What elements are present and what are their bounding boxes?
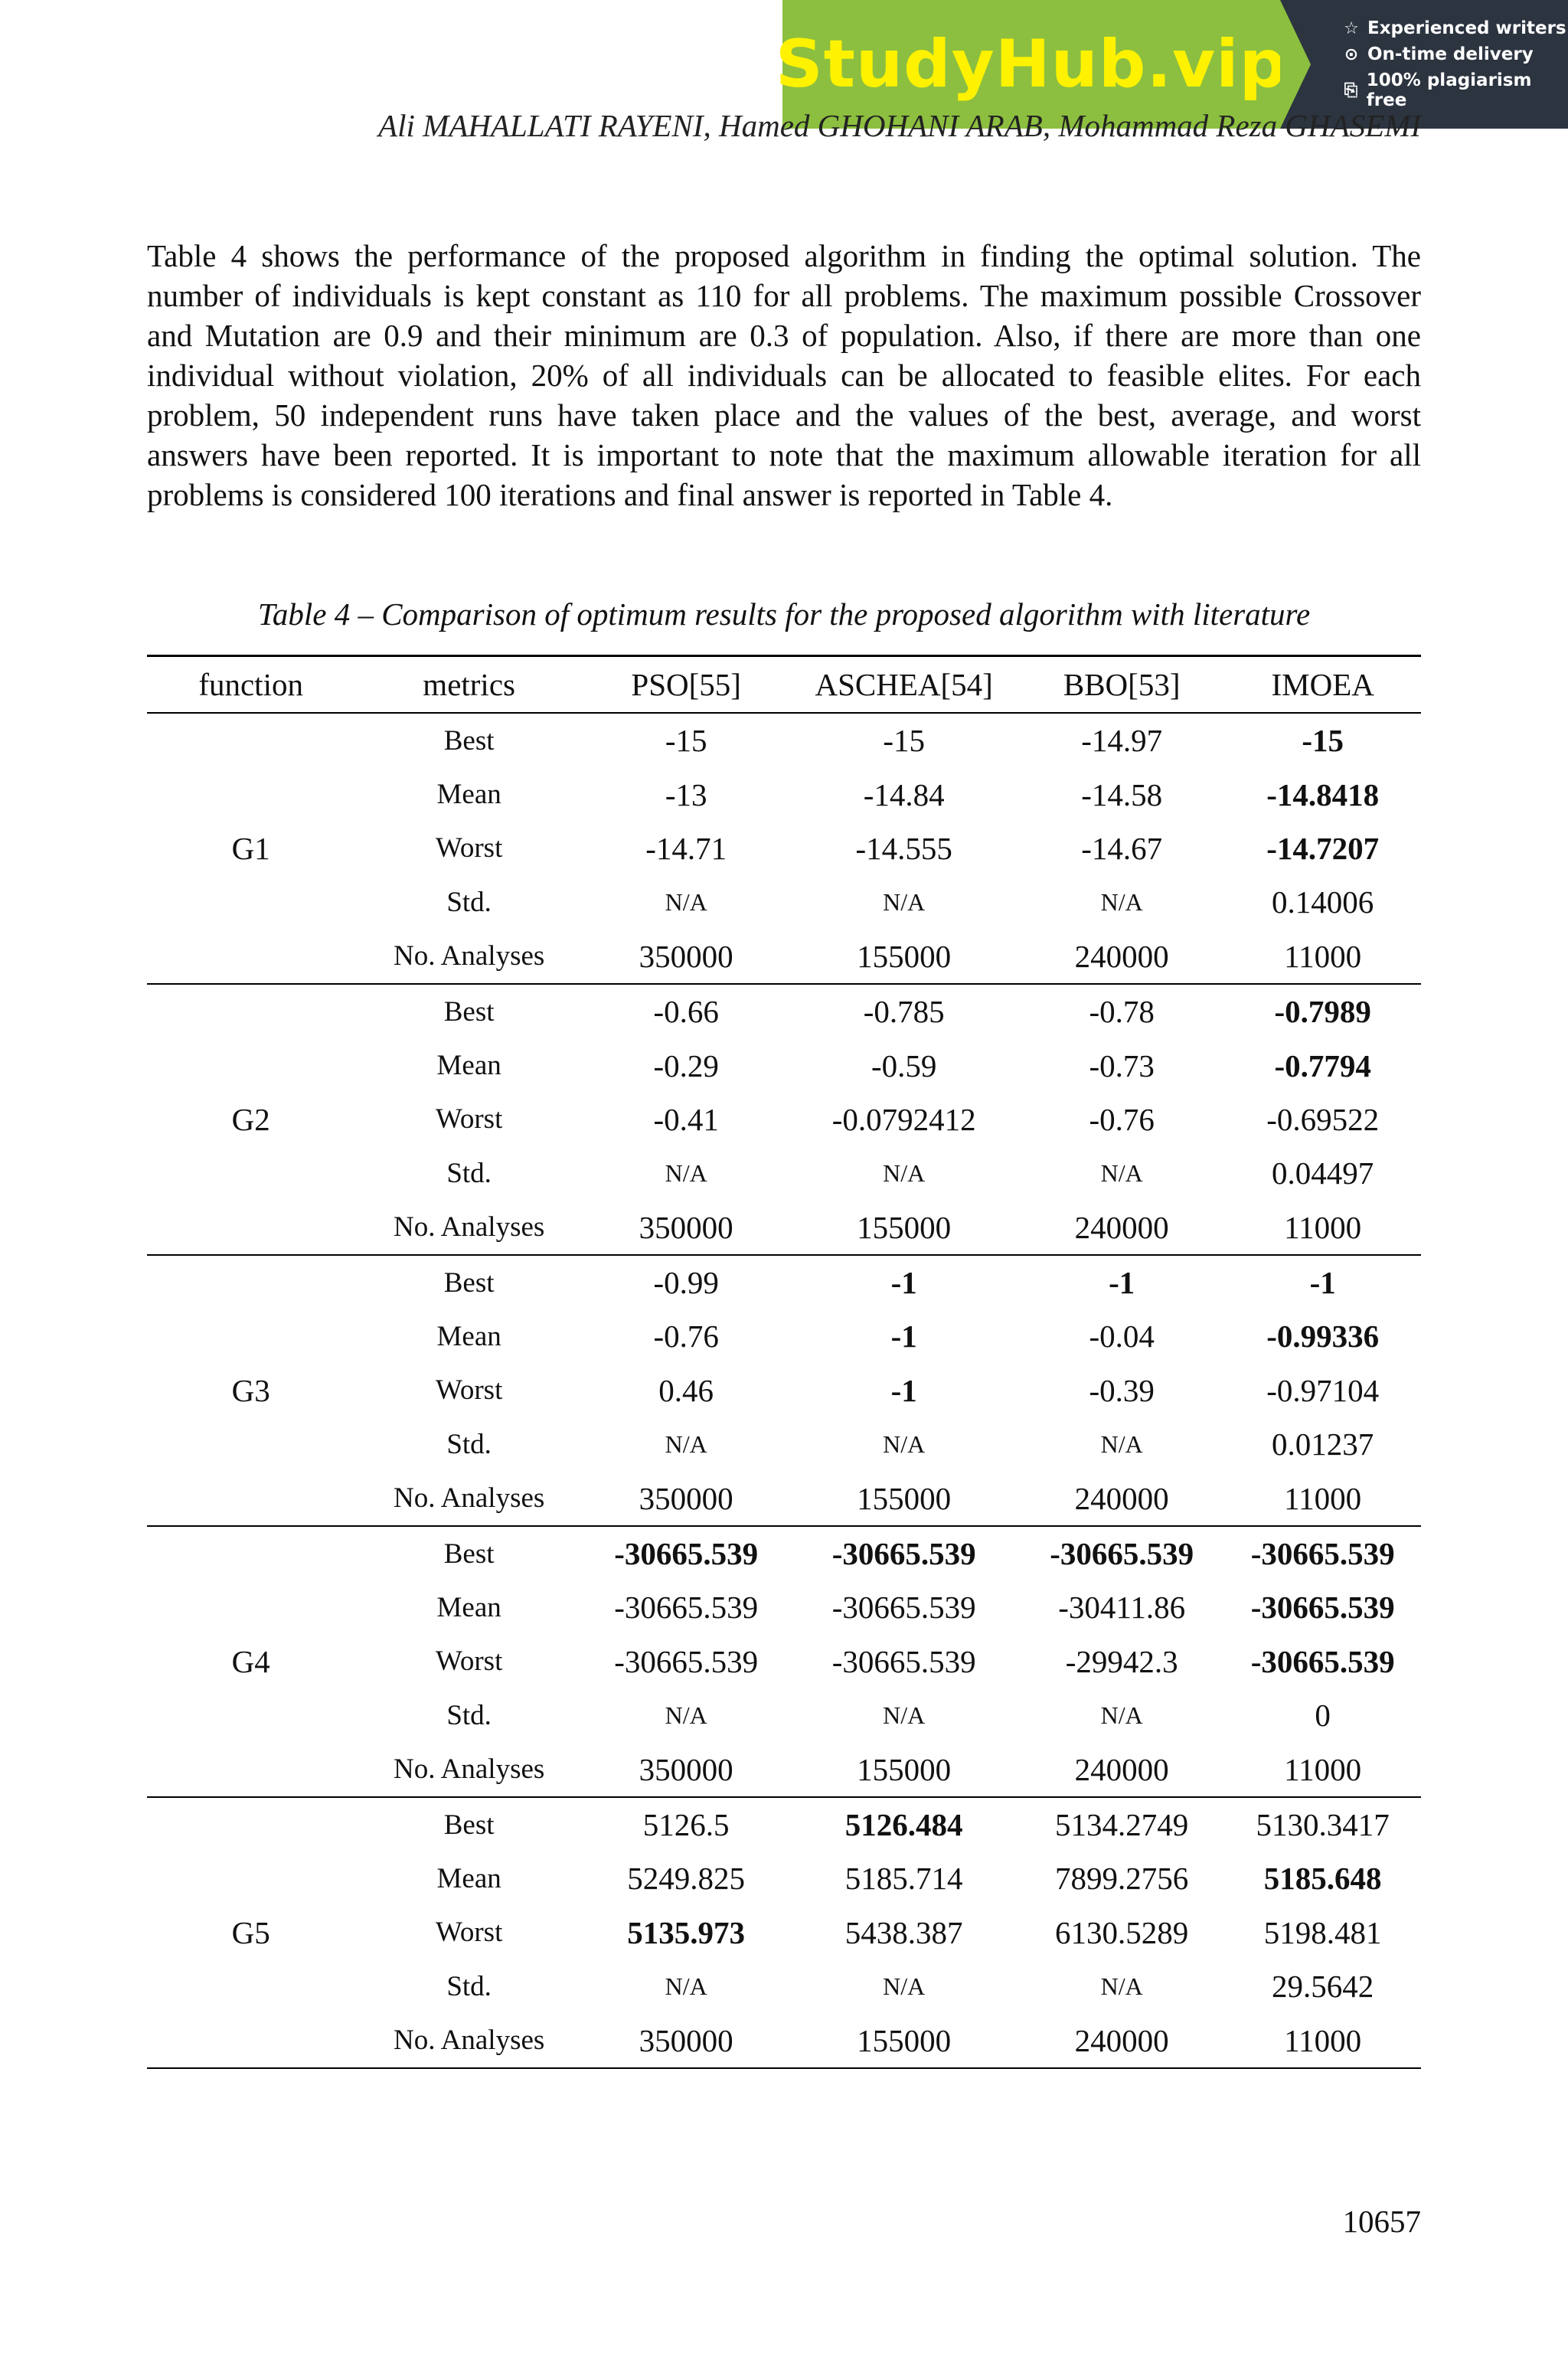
table-row	[147, 1797, 1421, 1851]
value-cell: -15	[665, 723, 707, 759]
value-cell: 155000	[789, 2013, 1019, 2067]
body-paragraph: Table 4 shows the performance of the proposed algorithm in finding the optimal solution. The number of individuals is kept constant as 110 for all problems. The maximum possible Crossover and Mutation are 0.9 and their minimum are 0.3 of population. Also, if there are more than one individual without violation, 20% of all individuals can be allocated to feasible elites. For each problem, 50 independent runs have taken place and the values of the best, average, and worst answers have been reported. It is important to note that the maximum allowable iteration for all problems is considered 100 iterations and final answer is reported in Table 4.	[147, 238, 1421, 512]
value-cell: N/A	[665, 1159, 707, 1187]
value-cell: N/A	[1100, 1430, 1143, 1458]
value-cell: 240000	[1019, 930, 1224, 984]
value-cell: -0.99	[653, 1265, 719, 1301]
value-cell: 0.04497	[1272, 1155, 1374, 1191]
metric-cell: Worst	[435, 1374, 503, 1407]
value-cell: 350000	[583, 1471, 789, 1525]
value-cell: -0.99336	[1266, 1319, 1380, 1355]
metric-cell: Best	[443, 1538, 495, 1570]
value-cell: 11000	[1224, 930, 1421, 984]
value-cell: -0.29	[653, 1047, 719, 1083]
value-cell: 5249.825	[627, 1861, 746, 1897]
value-cell: -14.84	[863, 776, 945, 812]
feature-item	[1341, 18, 1568, 38]
value-cell: -30665.539	[1050, 1536, 1194, 1572]
value-cell: -13	[665, 776, 707, 812]
metric-cell: Best	[443, 1809, 495, 1841]
value-cell: -0.78	[1089, 994, 1155, 1030]
value-cell: 240000	[1019, 1201, 1224, 1255]
value-cell: -1	[1309, 1265, 1336, 1301]
metric-cell: Mean	[436, 1050, 501, 1082]
value-cell: N/A	[1100, 1159, 1143, 1187]
value-cell: N/A	[883, 1430, 926, 1458]
header-imoea: IMOEA	[1224, 656, 1421, 714]
function-cell: G3	[147, 1255, 354, 1526]
function-cell: G4	[147, 1526, 354, 1797]
metric-cell: Worst	[435, 832, 503, 864]
value-cell: -30665.539	[1250, 1590, 1395, 1626]
value-cell: 11000	[1224, 1201, 1421, 1255]
value-cell: 11000	[1224, 1471, 1421, 1525]
value-cell: -0.785	[863, 994, 945, 1030]
value-cell: -30665.539	[1250, 1536, 1395, 1572]
value-cell: -30665.539	[614, 1590, 759, 1626]
function-cell: G5	[147, 1797, 354, 2068]
value-cell: 350000	[583, 2013, 789, 2067]
value-cell: -15	[1302, 723, 1344, 759]
value-cell: -14.67	[1081, 830, 1163, 866]
value-cell: 5185.714	[844, 1861, 963, 1897]
value-cell: -14.8418	[1266, 776, 1380, 812]
feature-label: On-time delivery	[1367, 44, 1534, 64]
metric-cell: Mean	[436, 779, 501, 811]
value-cell: -0.0792412	[831, 1101, 976, 1137]
header-aschea: ASCHEA[54]	[789, 656, 1019, 714]
value-cell: -1	[890, 1265, 917, 1301]
metric-cell: Mean	[436, 1320, 501, 1352]
metric-cell: Worst	[435, 1917, 503, 1949]
value-cell: 5130.3417	[1256, 1807, 1390, 1842]
metric-cell: Best	[443, 995, 495, 1028]
value-cell: N/A	[665, 1430, 707, 1458]
value-cell: 11000	[1224, 1742, 1421, 1796]
value-cell: -14.555	[855, 830, 952, 866]
value-cell: N/A	[1100, 1701, 1143, 1729]
metric-cell: No. Analyses	[354, 1201, 583, 1255]
metric-cell: Std.	[446, 1699, 492, 1731]
value-cell: 0	[1315, 1698, 1331, 1734]
star-icon: ☆	[1344, 18, 1359, 38]
value-cell: 5185.648	[1263, 1861, 1382, 1897]
value-cell: -0.76	[1089, 1101, 1155, 1137]
value-cell: 6130.5289	[1055, 1914, 1189, 1950]
value-cell: N/A	[665, 887, 707, 916]
value-cell: -1	[1109, 1265, 1135, 1301]
value-cell: -15	[883, 723, 925, 759]
feature-label: Experienced writers	[1367, 18, 1566, 38]
metric-cell: Worst	[435, 1103, 503, 1136]
document-icon: ⎘	[1344, 80, 1358, 100]
header-metrics: metrics	[354, 656, 583, 714]
value-cell: 5438.387	[844, 1914, 963, 1950]
value-cell: -1	[890, 1372, 917, 1408]
value-cell: -0.39	[1089, 1372, 1155, 1408]
feature-item	[1341, 70, 1568, 110]
table-caption: Table 4 – Comparison of optimum results for the proposed algorithm with literature	[257, 596, 1311, 632]
value-cell: N/A	[665, 1701, 707, 1729]
value-cell: -14.58	[1081, 776, 1163, 812]
value-cell: 5126.5	[642, 1807, 730, 1842]
table-row	[147, 984, 1421, 1038]
value-cell: -0.41	[653, 1101, 719, 1137]
value-cell: 5134.2749	[1055, 1807, 1189, 1842]
value-cell: 155000	[789, 930, 1019, 984]
value-cell: -0.97104	[1266, 1372, 1380, 1408]
metric-cell: Best	[443, 724, 495, 757]
value-cell: 240000	[1019, 1471, 1224, 1525]
value-cell: 29.5642	[1272, 1969, 1374, 2005]
value-cell: 155000	[789, 1471, 1019, 1525]
value-cell: -14.71	[645, 830, 727, 866]
value-cell: 350000	[583, 1742, 789, 1796]
value-cell: -30665.539	[614, 1643, 759, 1679]
value-cell: N/A	[1100, 887, 1143, 916]
value-cell: 0.01237	[1272, 1427, 1374, 1462]
header-function: function	[147, 656, 354, 714]
page-number: 10657	[1342, 2204, 1421, 2239]
feature-label: 100% plagiarism free	[1366, 70, 1532, 110]
value-cell: N/A	[883, 1972, 926, 2000]
value-cell: -0.69522	[1266, 1101, 1380, 1137]
value-cell: -30665.539	[831, 1536, 976, 1572]
metric-cell: Std.	[446, 1970, 492, 2002]
value-cell: N/A	[883, 1701, 926, 1729]
value-cell: -30665.539	[614, 1536, 759, 1572]
value-cell: -30665.539	[831, 1590, 976, 1626]
value-cell: -0.59	[871, 1047, 937, 1083]
metric-cell: Best	[443, 1266, 495, 1299]
value-cell: 240000	[1019, 1742, 1224, 1796]
header-bbo: BBO[53]	[1019, 656, 1224, 714]
metric-cell: Std.	[446, 1428, 492, 1460]
table-header-row	[147, 656, 1421, 714]
value-cell: -1	[890, 1319, 917, 1355]
value-cell: 350000	[583, 930, 789, 984]
value-cell: -30665.539	[831, 1643, 976, 1679]
value-cell: N/A	[1100, 1972, 1143, 2000]
value-cell: -30665.539	[1250, 1643, 1395, 1679]
metric-cell: No. Analyses	[354, 1471, 583, 1525]
value-cell: 5126.484	[844, 1807, 963, 1842]
results-table	[147, 655, 1421, 2069]
value-cell: N/A	[883, 1159, 926, 1187]
value-cell: -29942.3	[1065, 1643, 1178, 1679]
metric-cell: Mean	[436, 1862, 501, 1894]
clock-icon: ⊙	[1344, 44, 1359, 64]
value-cell: -0.04	[1089, 1319, 1155, 1355]
value-cell: N/A	[665, 1972, 707, 2000]
value-cell: -0.66	[653, 994, 719, 1030]
value-cell: -14.7207	[1266, 830, 1380, 866]
value-cell: -0.73	[1089, 1047, 1155, 1083]
value-cell: 5198.481	[1263, 1914, 1382, 1950]
value-cell: 11000	[1224, 2013, 1421, 2067]
value-cell: 155000	[789, 1742, 1019, 1796]
metric-cell: No. Analyses	[354, 2013, 583, 2067]
value-cell: -0.7794	[1274, 1047, 1371, 1083]
value-cell: -30411.86	[1058, 1590, 1186, 1626]
value-cell: 7899.2756	[1055, 1861, 1189, 1897]
value-cell: -14.97	[1081, 723, 1163, 759]
value-cell: 0.14006	[1272, 884, 1374, 920]
running-head: Ali MAHALLATI RAYENI, Hamed GHOHANI ARAB, Mohammad Reza GHASEMI	[378, 108, 1421, 143]
header-pso: PSO[55]	[583, 656, 789, 714]
feature-item	[1341, 44, 1568, 64]
function-cell: G1	[147, 713, 354, 984]
metric-cell: No. Analyses	[354, 930, 583, 984]
brand-logo[interactable]: StudyHub.vip	[775, 26, 1288, 103]
table-row	[147, 1255, 1421, 1309]
value-cell: N/A	[883, 887, 926, 916]
value-cell: 0.46	[658, 1372, 714, 1408]
value-cell: 5135.973	[627, 1914, 746, 1950]
table-row	[147, 1526, 1421, 1580]
metric-cell: Std.	[446, 1157, 492, 1189]
table-row	[147, 713, 1421, 767]
metric-cell: Std.	[446, 886, 492, 918]
value-cell: 155000	[789, 1201, 1019, 1255]
value-cell: 350000	[583, 1201, 789, 1255]
metric-cell: Mean	[436, 1591, 501, 1623]
value-cell: 240000	[1019, 2013, 1224, 2067]
metric-cell: No. Analyses	[354, 1742, 583, 1796]
metric-cell: Worst	[435, 1645, 503, 1678]
function-cell: G2	[147, 984, 354, 1255]
value-cell: -0.76	[653, 1319, 719, 1355]
value-cell: -0.7989	[1274, 994, 1371, 1030]
